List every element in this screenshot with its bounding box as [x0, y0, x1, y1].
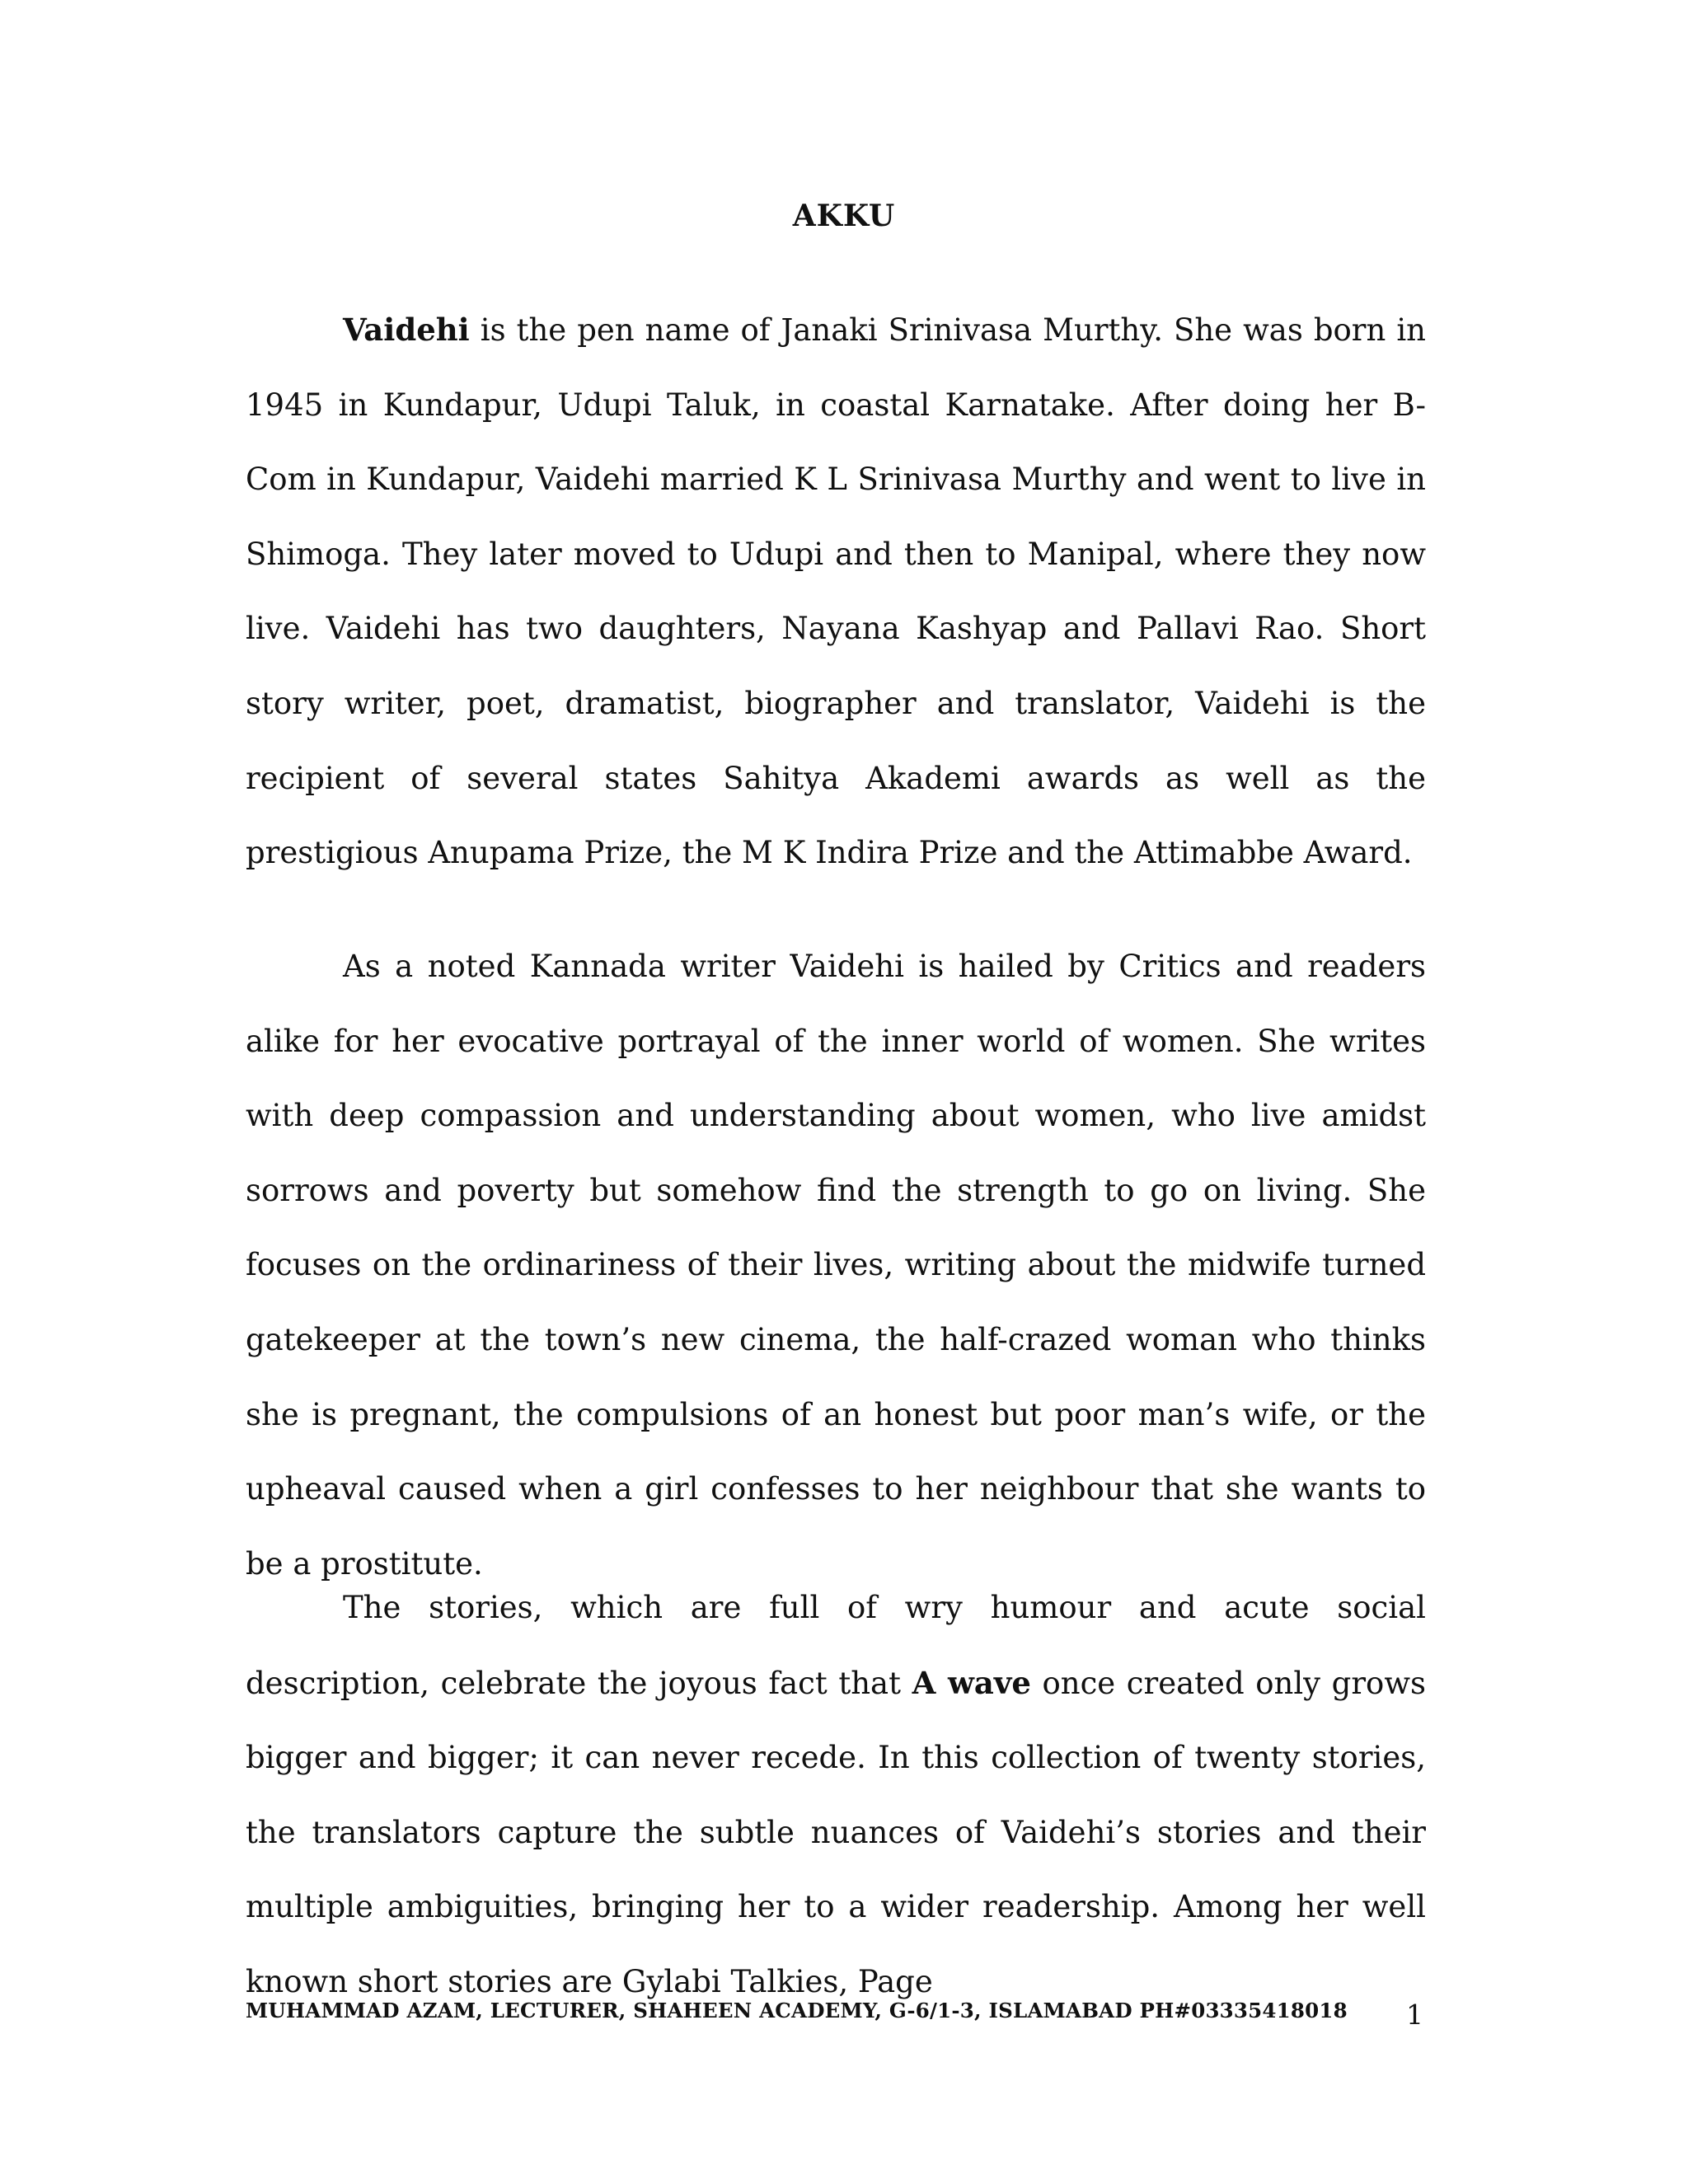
paragraph-3-text	[246, 1571, 1426, 2020]
paragraph-3-after: once created only grows bigger and bigger; it can never recede. In this collection of twenty stories, the translators capture the subtle nuances of Vaidehi’s stories and their multiple ambiguities, bringing her to a wider readership. Among her well known short stories are Gylabi Talkies, Page	[246, 1665, 1426, 1999]
paragraph-2	[246, 930, 1426, 1601]
paragraph-1-body: is the pen name of Janaki Srinivasa Murthy. She was born in 1945 in Kundapur, Udupi Taluk, in coastal Karnatake. After doing her B-Com in Kundapur, Vaidehi married K L Srinivasa Murthy and went to live in Shimoga. They later moved to Udupi and then to Manipal, where they now live. Vaidehi has two daughters, Nayana Kashyap and Pallavi Rao. Short story writer, poet, dramatist, biographer and translator, Vaidehi is the recipient of several states Sahitya Akademi awards as well as the prestigious Anupama Prize, the M K Indira Prize and the Attimabbe Award.	[246, 312, 1426, 871]
paragraph-3	[246, 1571, 1426, 2020]
paragraph-1-text	[246, 293, 1426, 891]
paragraph-3-before: The stories, which are full of wry humour and acute social description, celebrate the joyous fact that	[246, 1590, 1426, 1701]
page-footer: MUHAMMAD AZAM, LECTURER, SHAHEEN ACADEMY, G-6/1-3, ISLAMABAD PH#03335418018	[246, 1999, 1348, 2022]
author-name-bold: Vaidehi	[343, 312, 470, 348]
paragraph-2-text: As a noted Kannada writer Vaidehi is hailed by Critics and readers alike for her evocative portrayal of the inner world of women. She writes with deep compassion and understanding about women, who live amidst sorrows and poverty but somehow find the strength to go on living. She focuses on the ordinariness of their lives, writing about the midwife turned gatekeeper at the town’s new cinema, the half-crazed woman who thinks she is pregnant, the compulsions of an honest but poor man’s wife, or the upheaval caused when a girl confesses to her neighbour that she wants to be a prostitute.	[246, 949, 1426, 1582]
page-number: 1	[1406, 1999, 1423, 2031]
emphasis-bold: A wave	[912, 1664, 1031, 1701]
document-title: AKKU	[792, 199, 896, 233]
paragraph-1	[246, 293, 1426, 891]
